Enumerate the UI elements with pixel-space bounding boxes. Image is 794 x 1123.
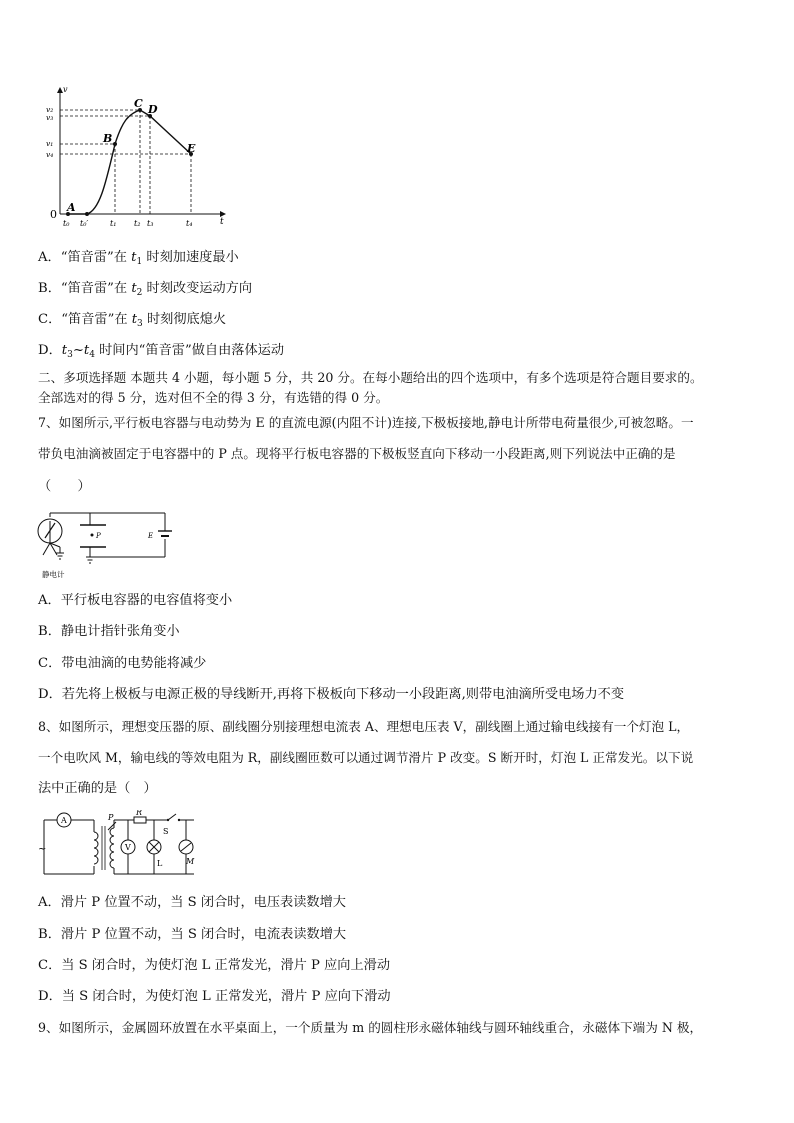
oil-drop-point [91, 534, 94, 537]
q6-d-sub1: 3 [67, 350, 73, 360]
resistor-icon [134, 817, 146, 823]
axis-v-label: v [63, 85, 68, 94]
q8-option-b[interactable]: B．滑片 P 位置不动，当 S 闭合时，电流表读数增大 [38, 927, 347, 942]
q6-d-pre: D． [38, 343, 62, 358]
q7-option-a[interactable]: A．平行板电容器的电容值将变小 [38, 593, 233, 608]
q7-option-b[interactable]: B．静电计指针张角变小 [38, 624, 180, 639]
q6-option-a[interactable] [38, 249, 239, 271]
q8-stem-line3: 法中正确的是（ ） [38, 781, 157, 796]
q7-answer-paren: （ ） [38, 479, 91, 494]
q8-fig-ac: ~ [38, 844, 47, 855]
q6-b-var: t [131, 281, 137, 296]
guide-lines [60, 110, 191, 214]
q7-fig-e: E [148, 532, 154, 540]
tick-t1: t₁ [110, 219, 117, 228]
axis-t-label: t [220, 217, 224, 227]
q7-fig-p: P [96, 532, 101, 540]
velocity-time-graph [40, 82, 240, 232]
q8-stem-line1: 8、如图所示，理想变压器的原、副线圈分别接理想电流表 A、理想电压表 V，副线圈上通过输电线接有一个灯泡 L， [38, 719, 690, 734]
q8-fig-s: S [163, 827, 169, 836]
q7-stem-line1: 7、如图所示,平行板电容器与电动势为 E 的直流电源(内阻不计)连接,下极板接地,静电计所带电荷量很少,可被忽略。一 [38, 415, 694, 430]
velocity-curve [68, 110, 191, 214]
q6-a-var: t [131, 250, 137, 265]
q6-a-pre: A．“笛音雷”在 [38, 250, 132, 265]
secondary-coil [110, 828, 114, 868]
q6-c-sub: 3 [137, 319, 143, 329]
q6-b-sub: 2 [136, 288, 143, 298]
q6-a-post: 时刻加速度最小 [142, 250, 239, 265]
q6-d-post: 时间内“笛音雷”做自由落体运动 [94, 343, 285, 358]
q7-capacitor-circuit [30, 507, 180, 582]
section2-header-line2: 全部选对的得 5 分，选对但不全的得 3 分，有选错的得 0 分。 [38, 390, 389, 405]
q6-c-pre: C．“笛音雷”在 [38, 312, 132, 327]
label-d: D [148, 103, 158, 116]
q6-d-var2: t [83, 343, 90, 358]
q8-fig-m: M [186, 857, 195, 866]
q8-option-c[interactable]: C．当 S 闭合时，为使灯泡 L 正常发光，滑片 P 应向上滑动 [38, 958, 391, 973]
q8-transformer-circuit [36, 810, 201, 882]
tick-v2: v₂ [46, 105, 54, 114]
q6-option-d[interactable] [38, 342, 284, 364]
q6-b-pre: B．“笛音雷”在 [38, 281, 132, 296]
tick-t0: t₀ [63, 219, 70, 228]
section2-header-line1: 二、多项选择题 本题共 4 小题，每小题 5 分，共 20 分。在每小题给出的四个选项中，有多个选项是符合题目要求的。 [38, 370, 703, 385]
q6-a-sub: 1 [136, 257, 143, 267]
q8-fig-a: A [61, 816, 67, 825]
q8-fig-p: P [108, 813, 114, 822]
tick-t2: t₂ [134, 219, 141, 228]
q9-stem-line1: 9、如图所示，金属圆环放置在水平桌面上，一个质量为 m 的圆柱形永磁体轴线与圆环轴线重合，永磁体下端为 N 极， [38, 1020, 703, 1035]
q8-fig-l: L [157, 859, 163, 868]
tick-t3: t₃ [147, 219, 154, 228]
q6-c-var: t [131, 312, 138, 327]
q6-b-post: 时刻改变运动方向 [142, 281, 253, 296]
point-t0prime [85, 212, 89, 216]
label-a: A [67, 201, 76, 214]
tick-t0prime: t₀′ [80, 219, 89, 228]
q6-option-c[interactable] [38, 311, 226, 333]
q8-option-a[interactable]: A．滑片 P 位置不动，当 S 闭合时，电压表读数增大 [38, 895, 346, 910]
label-c: C [134, 97, 143, 110]
q8-fig-v: V [125, 843, 131, 852]
q6-option-b[interactable] [38, 280, 252, 302]
primary-coil [94, 832, 98, 864]
point-b [113, 142, 117, 146]
switch-s [168, 814, 176, 820]
q6-c-post: 时刻彻底熄火 [142, 312, 227, 327]
q7-option-c[interactable]: C．带电油滴的电势能将减少 [38, 656, 207, 671]
tick-v1: v₁ [46, 139, 54, 148]
tick-t4: t₄ [186, 219, 193, 228]
origin-label: 0 [50, 208, 57, 221]
q7-fig-caption: 静电计 [42, 570, 65, 579]
q6-d-var1: t [61, 343, 68, 358]
q7-option-d[interactable]: D．若先将上极板与电源正极的导线断开,再将下极板向下移动一小段距离,则带电油滴所受电场力不变 [38, 687, 625, 702]
label-b: B [103, 132, 113, 145]
q8-stem-line2: 一个电吹风 M，输电线的等效电阻为 R，副线圈匝数可以通过调节滑片 P 改变。S 断开时，灯泡 L 正常发光。以下说 [38, 750, 694, 765]
q6-d-mid: ~ [72, 343, 84, 358]
q7-stem-line2: 带负电油滴被固定于电容器中的 P 点。现将平行板电容器的下极板竖直向下移动一小段距离,则下列说法中正确的是 [38, 446, 676, 461]
label-e: E [187, 142, 196, 155]
q8-option-d[interactable]: D．当 S 闭合时，为使灯泡 L 正常发光，滑片 P 应向下滑动 [38, 989, 391, 1004]
q6-d-sub2: 4 [89, 350, 95, 360]
tick-v3: v₃ [46, 113, 54, 122]
q8-fig-r: R [136, 810, 143, 817]
tick-v4: v₄ [46, 150, 54, 159]
